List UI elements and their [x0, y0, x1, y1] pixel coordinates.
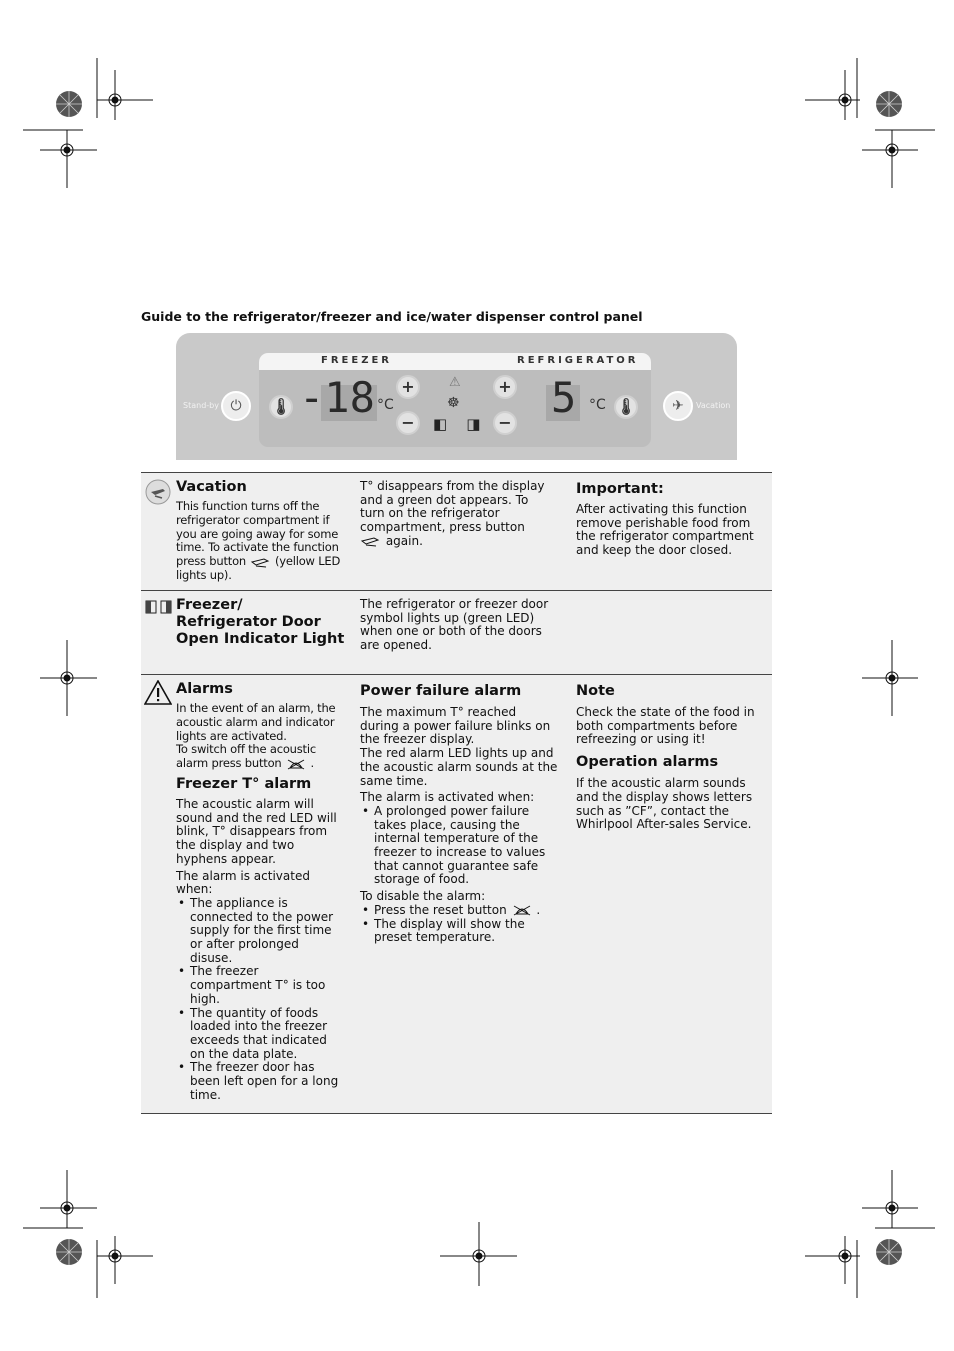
freezer-temp-display: -18	[299, 373, 375, 422]
vacation-row	[141, 472, 772, 590]
guide-title: Guide to the refrigerator/freezer and ice/water dispenser control panel	[141, 309, 643, 324]
list-item	[360, 904, 558, 918]
door-text: The refrigerator or freezer door symbol lights up (green LED) when one or both of the doors are opened.	[360, 597, 549, 653]
panel-labels	[259, 353, 651, 370]
list-item: • A prolonged power failure takes place, causing the internal temperature of the freezer to increase to values that cannot guarantee safe storage of food.	[360, 805, 558, 887]
alarms-row	[141, 674, 772, 1114]
operation-alarms-title: Operation alarms	[576, 754, 719, 771]
power-failure-list	[360, 805, 558, 887]
standby-button[interactable]	[221, 391, 251, 421]
list-item: • The appliance is connected to the power supply for the first time or after prolonged disuse.	[176, 897, 341, 966]
freezer-minus-button[interactable]: −	[396, 411, 420, 435]
alarm-reset-button[interactable]: ☸	[447, 395, 460, 411]
alarm-warning-icon: ⚠	[449, 375, 461, 390]
alarms-intro-2: To switch off the acoustic alarm press button	[176, 742, 316, 771]
vacation-title: Vacation	[176, 479, 247, 495]
freezer-alarm-title: Freezer T° alarm	[176, 775, 312, 792]
vacation-label: Vacation	[696, 401, 731, 410]
alarms-title: Alarms	[176, 681, 233, 697]
power-failure-title: Power failure alarm	[360, 683, 522, 699]
vacation-icon	[145, 479, 171, 509]
alarms-intro-3: .	[310, 756, 314, 771]
refrigerator-plus-button[interactable]: +	[493, 375, 517, 399]
info-table	[141, 472, 772, 1114]
disable-list	[360, 904, 558, 945]
important-text: After activating this function remove perishable food from the refrigerator compartment and keep the door closed.	[576, 502, 754, 558]
vacation-button-icon	[250, 556, 272, 568]
door-title: Freezer/ Refrigerator Door Open Indicator Light	[176, 597, 345, 647]
list-item: • The display will show the preset temperature.	[360, 918, 558, 945]
list-item: • The quantity of foods loaded into the freezer exceeds that indicated on the data plate.	[176, 1007, 341, 1062]
alarms-intro: In the event of an alarm, the acoustic alarm and indicator lights are activated.	[176, 701, 336, 743]
power-failure-text: The maximum T° reached during a power failure blinks on the freezer display.	[360, 705, 551, 747]
alarm-reset-icon	[511, 904, 533, 916]
freezer-alarm-when: The alarm is activated when:	[176, 868, 310, 897]
power-failure-when: The alarm is activated when:	[360, 790, 535, 805]
freezer-unit: °C	[377, 397, 394, 413]
refrigerator-temp-display: 5	[551, 373, 577, 422]
power-failure-text-2: The red alarm LED lights up and the acoustic alarm sounds at the same time.	[360, 746, 558, 788]
standby-label: Stand-by	[183, 401, 219, 410]
display-panel	[259, 353, 651, 447]
disable-step-1b: .	[536, 902, 541, 917]
warning-icon	[144, 680, 172, 709]
vacation-desc: This function turns off the refrigerator compartment if you are going away for some time. To activate the function press button	[176, 499, 339, 569]
alarm-reset-icon	[285, 758, 307, 770]
vacation-mid-text: T° disappears from the display and a green dot appears. To turn on the refrigerator compartment, press button	[360, 479, 545, 535]
freezer-label: FREEZER	[321, 355, 392, 366]
refrigerator-label: REFRIGERATOR	[517, 355, 639, 366]
note-text: Check the state of the food in both compartments before refreezing or using it!	[576, 705, 755, 747]
door-icon: ◧ ◨	[433, 415, 481, 433]
disable-title: To disable the alarm:	[360, 889, 486, 904]
freezer-alarm-list	[176, 897, 341, 1103]
power-icon: ⏻	[230, 398, 242, 414]
freezer-alarm-text: The acoustic alarm will sound and the red LED will blink, T° disappears from the display and two hyphens appear.	[176, 796, 337, 866]
refrigerator-minus-button[interactable]: −	[493, 411, 517, 435]
vacation-mid-text-2: again.	[385, 533, 423, 548]
vacation-button-icon	[360, 535, 382, 547]
important-title: Important:	[576, 481, 664, 497]
vacation-desc-2: (yellow LED lights up).	[176, 554, 341, 582]
control-panel	[176, 333, 737, 460]
operation-alarms-text: If the acoustic alarm sounds and the display shows letters such as ”CF”, contact the Whirlpool After-sales Service.	[576, 776, 753, 832]
list-item: • The freezer compartment T° is too high.	[176, 965, 341, 1006]
note-title: Note	[576, 683, 615, 699]
thermometer-icon: 🌡	[271, 397, 292, 416]
freezer-plus-button[interactable]: +	[396, 375, 420, 399]
thermometer-icon: 🌡	[616, 397, 637, 416]
freezer-thermometer-button[interactable]	[269, 395, 293, 419]
refrigerator-thermometer-button[interactable]	[614, 395, 638, 419]
vacation-button[interactable]	[663, 391, 693, 421]
door-row	[141, 590, 772, 674]
list-item: • The freezer door has been left open for a long time.	[176, 1061, 341, 1102]
refrigerator-unit: °C	[589, 397, 606, 413]
vacation-icon: ✈	[672, 398, 684, 414]
door-icon	[145, 599, 173, 618]
disable-step-1: Press the reset button	[374, 902, 507, 917]
